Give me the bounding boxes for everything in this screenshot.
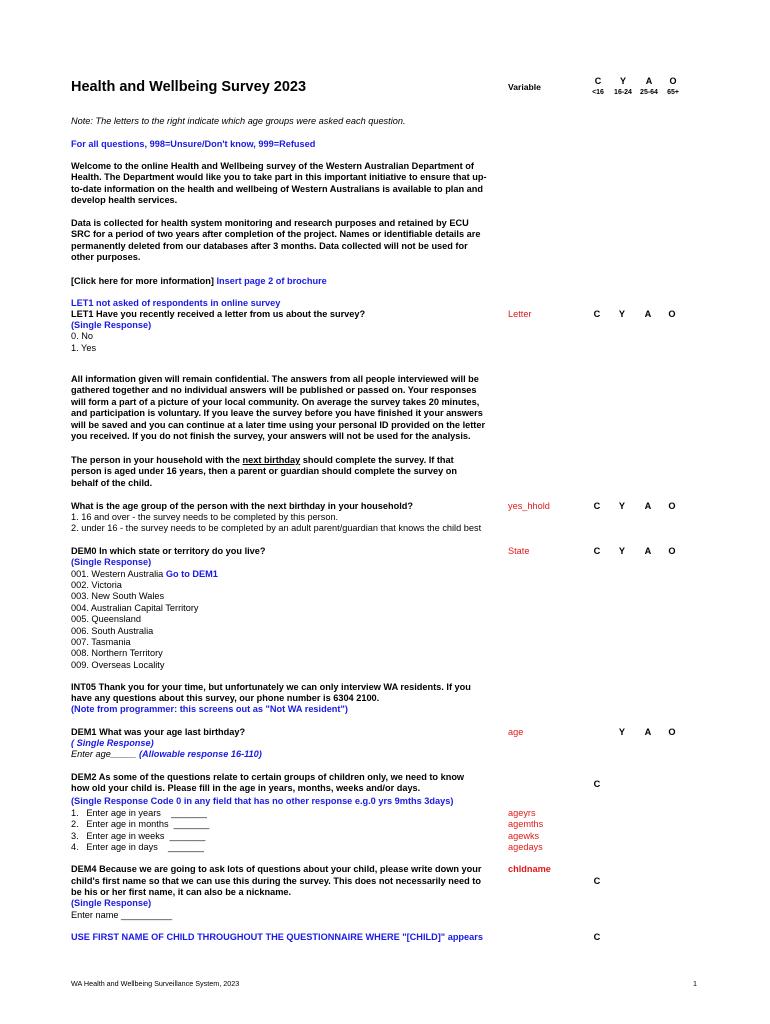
dem1-response-type: ( Single Response) bbox=[71, 738, 154, 748]
dem2-option-years: 1. Enter age in years _______ bbox=[71, 808, 207, 818]
dem0-age-c: C bbox=[593, 546, 601, 556]
brochure-link[interactable]: Insert page 2 of brochure bbox=[216, 276, 327, 286]
next-birthday-emphasis: next birthday bbox=[242, 455, 301, 465]
dem0-option-label: 001. Western Australia bbox=[71, 569, 164, 579]
dem1-enter-age: Enter age_____ bbox=[71, 749, 137, 759]
let1-variable: Letter bbox=[508, 309, 532, 319]
all-questions-note: For all questions, 998=Unsure/Don't know, 999=Refused bbox=[71, 139, 316, 149]
confidentiality-line: you received. If you do not finish the survey, your answers will not be used for the analysis. bbox=[71, 431, 471, 442]
age-range-child: <16 bbox=[592, 89, 604, 96]
let1-age-y: Y bbox=[618, 309, 626, 319]
dem0-option: 003. New South Wales bbox=[71, 591, 165, 602]
dem0-goto-instruction: Go to DEM1 bbox=[165, 569, 218, 579]
dem2-question-line: how old your child is. Please fill in the age in years, months, weeks and/or days. bbox=[71, 783, 421, 793]
next-birthday-text: The person in your household with the bbox=[71, 455, 243, 465]
use-first-name-instruction: USE FIRST NAME OF CHILD THROUGHOUT THE QUESTIONNAIRE WHERE "[CHILD]" appears bbox=[71, 932, 483, 942]
dem0-variable: State bbox=[508, 546, 530, 556]
page-number: 1 bbox=[693, 979, 697, 988]
dem2-response-type: (Single Response Code 0 in any field that has no other response e.g.0 yrs 9mths 3days) bbox=[71, 796, 454, 806]
dem1-question: DEM1 What was your age last birthday? bbox=[71, 727, 246, 737]
let1-age-a: A bbox=[644, 309, 652, 319]
age-range-youth: 16-24 bbox=[614, 89, 632, 96]
next-birthday-line: person is aged under 16 years, then a parent or guardian should complete the survey on bbox=[71, 466, 457, 477]
dem2-question-line: DEM2 As some of the questions relate to certain groups of children only, we need to know bbox=[71, 772, 465, 782]
confidentiality-line: will form a part of a picture of your local community. On average the survey takes 20 minutes, bbox=[71, 396, 480, 407]
dem2-option-months: 2. Enter age in months _______ bbox=[71, 819, 210, 830]
footer-text: WA Health and Wellbeing Surveillance System, 2023 bbox=[71, 979, 240, 988]
dem1-age-a: A bbox=[644, 727, 652, 737]
household-age-c: C bbox=[593, 501, 601, 511]
int05-programmer-note: (Note from programmer: this screens out as "Not WA resident") bbox=[71, 704, 348, 714]
dem1-age-o: O bbox=[668, 727, 676, 737]
let1-option-yes: 1. Yes bbox=[71, 343, 97, 353]
dem0-question: DEM0 In which state or territory do you live? bbox=[71, 546, 266, 556]
confidentiality-line: will be saved and you can continue at a later time using your personal ID provided on the letter bbox=[71, 419, 486, 430]
age-letter-y: Y bbox=[619, 76, 626, 86]
household-age-variable: yes_hhold bbox=[508, 501, 550, 511]
dem0-option: 002. Victoria bbox=[71, 580, 122, 590]
data-collection-paragraph bbox=[71, 218, 480, 264]
dem2-variable: agedays bbox=[508, 842, 543, 853]
dem1-variable: age bbox=[508, 727, 524, 737]
dem0-options bbox=[71, 580, 199, 671]
confidentiality-line: and participation is voluntary. If you leave the survey before you have finished it your answers bbox=[71, 408, 483, 419]
dem4-response-type: (Single Response) bbox=[71, 898, 152, 908]
age-letter-a: A bbox=[645, 76, 653, 86]
data-collection-line: Data is collected for health system monitoring and research purposes and retained by ECU bbox=[71, 218, 469, 228]
confidentiality-paragraph bbox=[71, 374, 485, 442]
age-letter-o: O bbox=[669, 76, 677, 86]
dem0-age-y: Y bbox=[618, 546, 626, 556]
next-birthday-line: behalf of the child. bbox=[71, 477, 153, 488]
welcome-line: Health. The Department would like you to take part in this important initiative to ensure that up- bbox=[71, 172, 487, 183]
dem4-variable: chldname bbox=[508, 864, 551, 874]
dem4-question-line: be his or her first name, it can also be a nickname. bbox=[71, 887, 292, 897]
dem2-variable: agemths bbox=[508, 819, 544, 830]
age-range-older: 65+ bbox=[667, 89, 679, 96]
dem0-option: 007. Tasmania bbox=[71, 637, 131, 648]
let1-age-c: C bbox=[593, 309, 601, 319]
dem1-age-y: Y bbox=[618, 727, 626, 737]
data-collection-line: SRC for a period of two years after completion of the project. Names or identifiable details are bbox=[71, 229, 481, 240]
dem1-entry-line bbox=[71, 749, 262, 760]
dem2-variable: agewks bbox=[508, 830, 540, 841]
let1-option-no: 0. No bbox=[71, 331, 93, 341]
dem2-variable: ageyrs bbox=[508, 808, 536, 818]
dem4-question-line: DEM4 Because we are going to ask lots of questions about your child, please write down your bbox=[71, 864, 482, 874]
brochure-line bbox=[71, 276, 327, 287]
household-age-a: A bbox=[644, 501, 652, 511]
dem0-option: 005. Queensland bbox=[71, 614, 141, 625]
more-info-text: [Click here for more information] bbox=[71, 276, 214, 286]
dem2-age-c: C bbox=[593, 779, 601, 789]
variable-column-header: Variable bbox=[508, 82, 541, 92]
let1-response-type: (Single Response) bbox=[71, 320, 152, 330]
dem0-age-o: O bbox=[668, 546, 676, 556]
data-collection-line: other purposes. bbox=[71, 252, 141, 263]
dem2-options bbox=[71, 808, 209, 854]
welcome-line: Welcome to the online Health and Wellbeing survey of the Western Australian Department of bbox=[71, 161, 474, 171]
let1-age-o: O bbox=[668, 309, 676, 319]
next-birthday-text: should complete the survey. If that bbox=[300, 455, 454, 465]
household-age-question: What is the age group of the person with the next birthday in your household? bbox=[71, 501, 413, 511]
dem0-option: 006. South Australia bbox=[71, 625, 154, 636]
age-letter-c: C bbox=[594, 76, 602, 86]
welcome-paragraph bbox=[71, 161, 487, 207]
dem0-option: 008. Northern Territory bbox=[71, 648, 163, 659]
household-age-option-2: 2. under 16 - the survey needs to be completed by an adult parent/guardian that knows the child best bbox=[71, 523, 482, 533]
age-group-note: Note: The letters to the right indicate which age groups were asked each question. bbox=[71, 116, 406, 126]
dem0-option-wa bbox=[71, 569, 218, 580]
age-range-adult: 25-64 bbox=[640, 89, 658, 96]
dem0-option: 004. Australian Capital Territory bbox=[71, 602, 199, 613]
int05-line: have any questions about this survey, our phone number is 6304 2100. bbox=[71, 693, 380, 703]
household-age-option-1: 1. 16 and over - the survey needs to be completed by this person. bbox=[71, 512, 339, 522]
dem2-option-days: 4. Enter age in days _______ bbox=[71, 842, 204, 853]
int05-line: INT05 Thank you for your time, but unfortunately we can only interview WA residents. If you bbox=[71, 682, 471, 692]
data-collection-line: permanently deleted from our databases after 3 months. Data collected will not be used for bbox=[71, 240, 468, 251]
next-birthday-paragraph bbox=[71, 455, 457, 489]
dem0-age-a: A bbox=[644, 546, 652, 556]
dem2-variables bbox=[508, 808, 543, 854]
let1-note: LET1 not asked of respondents in online survey bbox=[71, 298, 281, 308]
welcome-line: develop health services. bbox=[71, 195, 178, 206]
dem4-enter-name: Enter name __________ bbox=[71, 910, 173, 920]
use-first-name-age-c: C bbox=[593, 932, 601, 942]
let1-question: LET1 Have you recently received a letter from us about the survey? bbox=[71, 309, 366, 319]
dem2-option-weeks: 3. Enter age in weeks _______ bbox=[71, 830, 206, 841]
dem4-age-c: C bbox=[593, 876, 601, 886]
confidentiality-line: gathered together and no individual answers will be published or passed on. Your responses bbox=[71, 385, 477, 396]
dem0-option: 009. Overseas Locality bbox=[71, 659, 165, 670]
next-birthday-line bbox=[71, 455, 457, 466]
welcome-line: to-date information on the health and wellbeing of Western Australians is available to plan and bbox=[71, 183, 483, 194]
dem0-response-type: (Single Response) bbox=[71, 557, 152, 567]
dem1-allowable-range: (Allowable response 16-110) bbox=[138, 749, 262, 759]
household-age-o: O bbox=[668, 501, 676, 511]
confidentiality-line: All information given will remain confidential. The answers from all people interviewed will be bbox=[71, 374, 479, 384]
dem4-question-line: child's first name so that we can use this during the survey. This does not necessarily need to bbox=[71, 876, 481, 886]
page-title: Health and Wellbeing Survey 2023 bbox=[71, 79, 307, 95]
household-age-y: Y bbox=[618, 501, 626, 511]
